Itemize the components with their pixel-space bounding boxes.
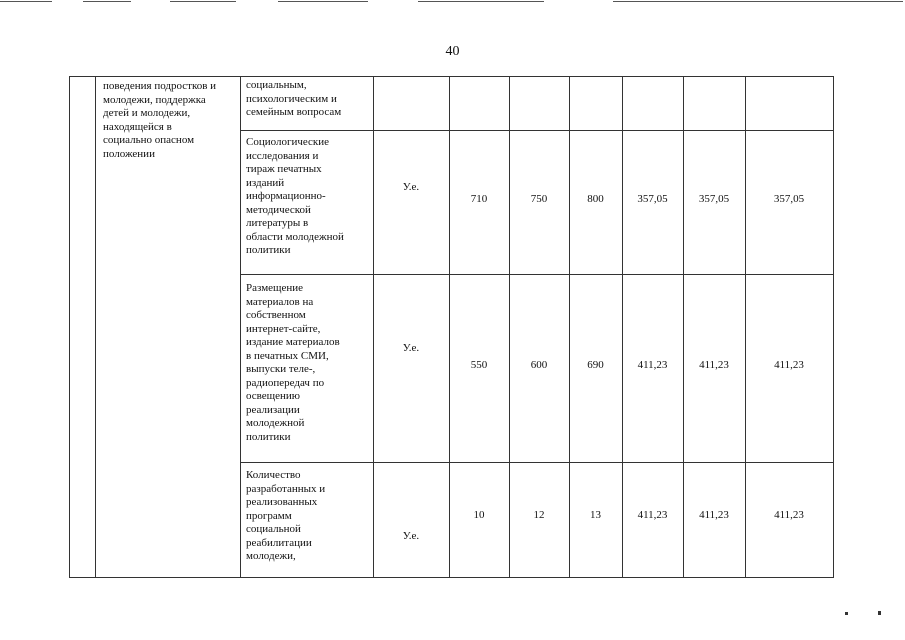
unit-cell: У.е. — [402, 530, 420, 542]
scan-line — [278, 1, 368, 2]
table-border — [509, 76, 510, 578]
scan-line — [170, 1, 236, 2]
table-border — [373, 76, 374, 578]
value-cell: 690 — [587, 359, 604, 371]
scan-speck — [845, 612, 848, 615]
table-border — [449, 76, 450, 578]
table-border — [622, 76, 623, 578]
value-cell: 12 — [533, 509, 545, 521]
scan-line — [613, 1, 903, 2]
table-border — [745, 76, 746, 578]
indicator-cell: Размещение материалов на собственном интернет-сайте, издание материалов в печатных СМИ, выпуски теле-, радиопередач по освещению реализации молодежной политики — [246, 282, 340, 443]
scan-line — [83, 1, 131, 2]
page-number: 40 — [445, 44, 460, 59]
value-cell: 357,05 — [698, 193, 730, 205]
value-cell: 357,05 — [773, 193, 805, 205]
table-border — [69, 577, 834, 578]
scan-line — [0, 1, 52, 2]
unit-cell: У.е. — [402, 342, 420, 354]
unit-cell: У.е. — [402, 181, 420, 193]
table-border — [95, 76, 96, 578]
indicator-cell: Количество разработанных и реализованных программ социальной реабилитации молодежи, — [246, 469, 326, 562]
scan-speck — [878, 611, 881, 615]
indicator-cell: Социологические исследования и тираж печатных изданий информационно- методической литературы в области молодежной политики — [246, 136, 344, 256]
goal-cell: поведения подростков и молодежи, поддержка детей и молодежи, находящейся в социально опасном положении — [103, 80, 217, 160]
table-border — [833, 76, 834, 578]
table-border — [69, 76, 70, 578]
table-border — [683, 76, 684, 578]
value-cell: 411,23 — [699, 359, 729, 371]
indicator-cell: социальным, психологическим и семейным вопросам — [246, 79, 342, 118]
value-cell: 411,23 — [774, 509, 804, 521]
table-border — [240, 462, 834, 463]
scan-line — [418, 1, 544, 2]
value-cell: 710 — [470, 193, 488, 205]
table-border — [240, 274, 834, 275]
value-cell: 411,23 — [699, 509, 729, 521]
value-cell: 411,23 — [637, 359, 668, 371]
value-cell: 600 — [530, 359, 548, 371]
value-cell: 13 — [590, 509, 601, 521]
table-border — [569, 76, 570, 578]
table-border — [69, 76, 834, 77]
value-cell: 800 — [587, 193, 604, 205]
value-cell: 750 — [530, 193, 548, 205]
value-cell: 357,05 — [637, 193, 668, 205]
table-border — [240, 76, 241, 578]
value-cell: 411,23 — [774, 359, 804, 371]
value-cell: 10 — [473, 509, 485, 521]
table-border — [240, 130, 834, 131]
value-cell: 550 — [470, 359, 488, 371]
value-cell: 411,23 — [637, 509, 668, 521]
